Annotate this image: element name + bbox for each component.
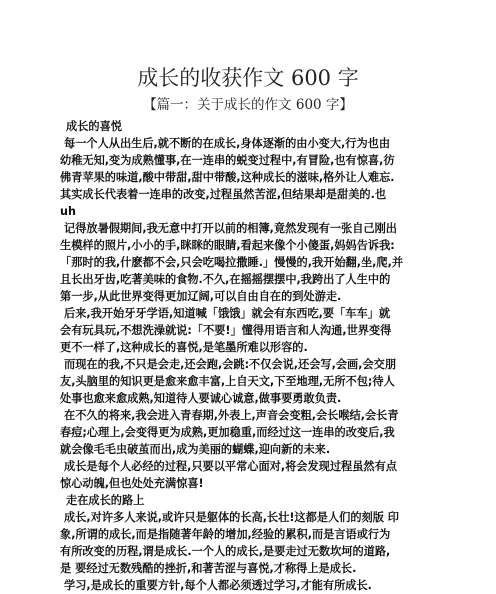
text-line: 其实成长代表着一连串的改变,过程虽然苦涩,但结果却是甜美的.也 xyxy=(60,188,387,201)
text-line: 在不久的将来,我会进入青春期,外表上,声音会变粗,会长喉结,会长青 xyxy=(64,409,399,422)
document-title: 成长的收获作文 600 字 xyxy=(137,66,359,90)
text-line: 成长,对许多人来说,或许只是躯体的长高,长壮!这都是人们的刻版 印 xyxy=(64,511,399,524)
document-body xyxy=(60,118,438,594)
text-line: 且长出牙齿,吃著美味的食物.不久,在摇摇摆摆中,我跨出了人生中的 xyxy=(60,273,391,286)
text-line: 春痘;心理上,会变得更为成熟,更加稳重,而经过这一连串的改变后,我 xyxy=(60,426,395,439)
text-line: 友,头脑里的知识更是愈来愈丰富,上自天文,下至地理,无所不包;待人 xyxy=(60,375,395,388)
text-line: 就会像毛毛虫破茧而出,成为美丽的蝴蝶,迎向新的未来. xyxy=(60,443,331,456)
text-line: 处事也愈来愈成熟,知道待人要诚心诚意,做事要勇敢负责. xyxy=(60,392,342,405)
text-line: 第一步,从此世界变得更加辽阔,可以自由自在的到处游走. xyxy=(60,290,342,303)
text-line: 象,所谓的成长,而是指随著年龄的增加,经验的累积,而是言语或行为 xyxy=(60,528,391,541)
text-line: 而现在的我,不只是会走,还会跑,会跳:不仅会说,还会写,会画,会交朋 xyxy=(64,358,397,371)
section-heading-joy: 成长的喜悦 xyxy=(66,120,122,133)
text-line: 会有玩具玩,不想洗澡就说:「不要!」懂得用语言和人沟通,世界变得 xyxy=(60,324,392,337)
text-line: 有所改变的历程,谓是成长.一个人的成长,是要走过无数坎坷的道路, xyxy=(60,545,391,558)
text-line: 更不一样了,这种成长的喜悦,是笔墨所难以形容的. xyxy=(60,341,308,354)
text-line: 幼稚无知,变为成熟懂事,在一连串的蜕变过程中,有冒险,也有惊喜,彷 xyxy=(60,154,395,167)
text-line: 记得放暑假期间,我无意中打开以前的相簿,竟然发现有一张自己刚出 xyxy=(64,222,397,235)
section-heading-road: 走在成长的路上 xyxy=(66,494,145,507)
text-line: 后来,我开始牙牙学语,知道喊「饿饿」就会有东西吃,要「车车」就 xyxy=(64,307,391,320)
text-line: 每一个人从出生后,就不断的在成长,身体逐渐的由小变大,行为也由 xyxy=(64,137,391,150)
text-line: 生模样的照片,小小的手,眯眯的眼睛,看起来像个小傻蛋,妈妈告诉我: xyxy=(60,239,395,252)
text-line: 成长是每个人必经的过程,只要以平常心面对,将会发现过程虽然有点 xyxy=(64,460,397,473)
text-line: 是 要经过无数残酷的挫折,和著苦涩与喜悦,才称得上是成长. xyxy=(60,562,357,575)
text-line: 惊心动魄,但也处处充满惊喜! xyxy=(60,477,204,490)
text-line: 佛青苹果的味道,酸中带甜,甜中带酸,这种成长的滋味,格外让人难忘. xyxy=(60,171,395,184)
text-line: 「那时的我,什麽都不会,只会吃喝拉撒睡.」慢慢的,我开始翻,坐,爬,并 xyxy=(60,256,404,269)
text-line: uh xyxy=(60,205,76,218)
text-line: 学习,是成长的重要方针,每个人都必须透过学习,才能有所成长. xyxy=(64,579,372,592)
document-subtitle: 【篇一：关于成长的作文 600 字】 xyxy=(143,97,353,113)
